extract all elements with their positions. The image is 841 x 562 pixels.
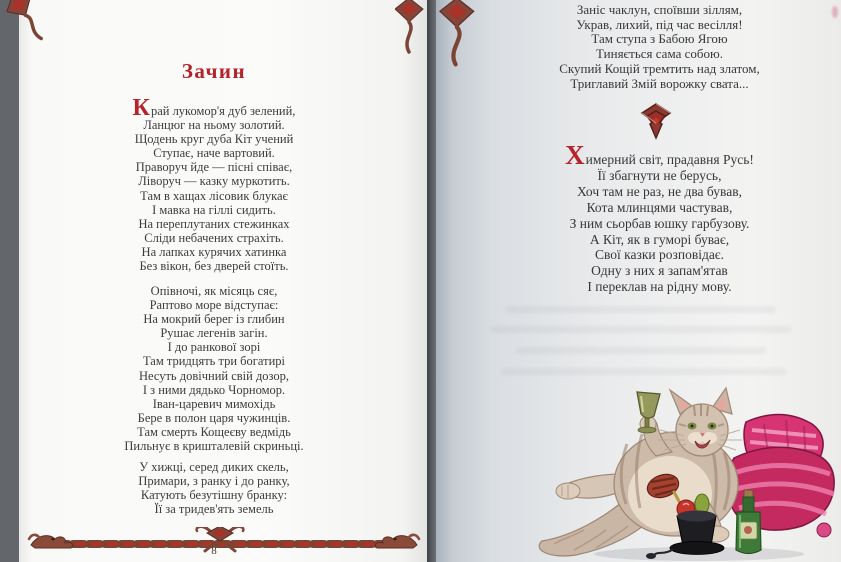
poem-line: Украв, лихий, під час весілля! — [576, 16, 743, 32]
poem-line: Примари, з ранку і до ранку, — [138, 474, 290, 489]
poem-line: Бере в полон царя чужинців. — [137, 410, 291, 425]
page-title: Зачин — [181, 59, 247, 83]
poem-stanza-top — [478, 3, 841, 91]
corner-pendant-ornament — [1, 0, 57, 52]
poem-line: Там в хащах лісовик блукає — [140, 188, 288, 203]
poem-line: Скупий Кощій тремтить над златом, — [559, 60, 760, 76]
poem-line-first — [21, 95, 407, 121]
poem-line: Там тридцять три богатирі — [142, 354, 286, 369]
poem-line: Пильнує в кришталевій скриньці. — [124, 439, 304, 454]
poem-line: Хоч там не раз, не два бував, — [577, 183, 742, 199]
poem-stanza-main — [478, 140, 841, 295]
poem-line: Іван-царевич мимохідь — [152, 396, 276, 411]
poem-line: А Кіт, як в гуморі буває, — [589, 231, 730, 247]
poem-line: На лапках курячих хатинка — [141, 244, 287, 259]
show-through-line — [491, 326, 791, 333]
right-page — [436, 0, 841, 562]
poem-line: З ним сьорбав юшку гарбузову. — [569, 215, 750, 231]
poem-line: Її збагнути не берусь, — [597, 167, 722, 183]
show-through-line — [501, 368, 786, 375]
poem-line: Ланцюг на ньому золотий. — [143, 118, 285, 133]
poem-line: Праворуч йде — пісні співає, — [135, 160, 293, 175]
poem-line-text: рай лукомор'я дуб зелений, — [150, 104, 296, 118]
poem-lines — [21, 284, 407, 453]
poem-line: Ступає, наче вартовий. — [153, 146, 275, 161]
poem-line-text: имерний світ, прадавня Русь! — [585, 152, 754, 167]
poem-line: Заніс чаклун, споївши зіллям, — [576, 2, 743, 17]
show-through-line — [516, 347, 766, 354]
poem-line: Рушає легенів загін. — [160, 326, 268, 341]
poem-line: У хижці, серед диких скель, — [139, 460, 289, 474]
poem-line: Несуть довічний свій дозор, — [138, 368, 290, 383]
corner-pendant-ornament — [395, 0, 425, 56]
left-page — [21, 0, 427, 562]
cat-with-goblet-illustration — [534, 378, 841, 562]
poem-line-first — [478, 140, 841, 170]
poem-line: Там ступа з Бабою Ягою — [591, 31, 728, 47]
drop-cap: Х — [565, 140, 585, 170]
poem-line: І переклав на рідну мову. — [587, 279, 732, 295]
show-through-line — [506, 306, 776, 313]
poem-stanza-3 — [21, 460, 407, 516]
poem-lines — [21, 460, 407, 516]
poem-line: На переплутаних стежинках — [138, 216, 290, 231]
poem-line: Тиняється сама собою. — [596, 46, 723, 62]
poem-line: Без вікон, без дверей стоїть. — [139, 259, 289, 274]
poem-line: Одну з них я запам'ятав — [591, 263, 728, 279]
poem-line: І мавка на гіллі сидить. — [152, 202, 276, 217]
poem-line: Опівночі, як місяць сяє, — [150, 284, 278, 298]
poem-lines — [478, 3, 841, 91]
poem-line: Її за тридев'ять земель — [154, 502, 274, 517]
corner-pendant-ornament — [439, 0, 477, 68]
poem-line: Катують безутішну бранку: — [140, 488, 288, 503]
poem-line: Там смерть Кощеєву ведмідь — [137, 424, 291, 439]
knot-divider-ornament — [637, 102, 675, 142]
poem-line: Свої казки розповідає. — [595, 247, 724, 263]
poem-line: І з ними дядько Чорномор. — [142, 382, 286, 397]
poem-line: Щодень круг дуба Кіт учений — [134, 132, 294, 147]
drop-cap: К — [132, 95, 150, 121]
poem-stanza-2 — [21, 284, 407, 453]
page-number: 8 — [211, 545, 217, 557]
poem-line: На мокрий берег із глибин — [143, 312, 285, 327]
poem-line: Раптово море відступає: — [149, 298, 279, 313]
poem-line: Сліди небачених страхіть. — [144, 230, 284, 245]
poem-lines — [478, 168, 841, 295]
poem-line: І до ранкової зорі — [167, 340, 261, 355]
poem-stanza-1 — [21, 95, 407, 274]
poem-line: Триглавий Змій ворожку свата... — [570, 75, 749, 91]
book-spine — [427, 0, 436, 562]
poem-line: Кота млинцями частував, — [586, 199, 733, 215]
poem-line: Ліворуч — казку муркотить. — [138, 174, 290, 189]
poem-lines — [21, 118, 407, 273]
